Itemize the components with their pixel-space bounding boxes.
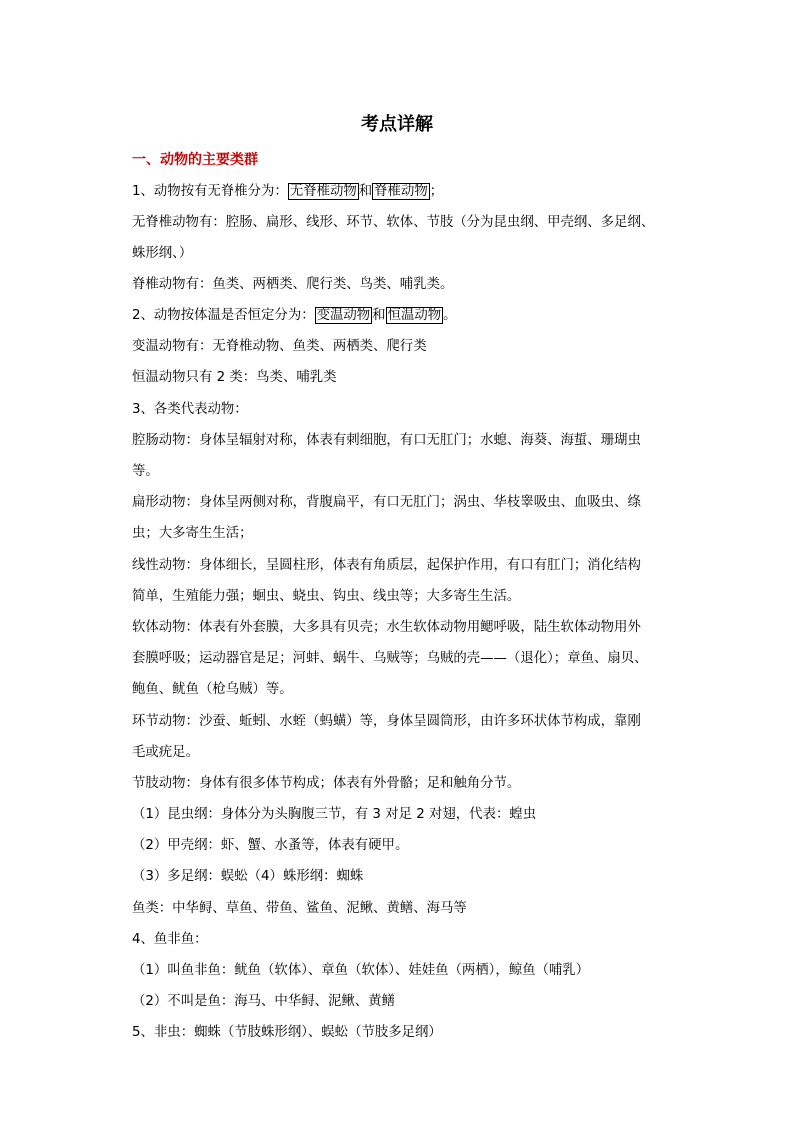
text-line: 等。 [132,464,159,479]
text-line: 套膜呼吸；运动器官是足；河蚌、蜗牛、乌贼等；乌贼的壳——（退化）；章鱼、扇贝、 [132,651,648,666]
text-line: 软体动物：体表有外套膜，大多具有贝壳；水生软体动物用鳃呼吸，陆生软体动物用外 [132,620,641,635]
boxed-term: 恒温动物 [387,308,442,323]
boxed-term: 无脊椎动物 [289,184,357,199]
text-line: 3、各类代表动物： [132,402,248,417]
line-text: 和 [372,308,386,323]
text-line: （3）多足纲：蜈蚣（4）蛛形纲：蜘蛛 [132,869,364,884]
text-line: 鲍鱼、鱿鱼（枪乌贼）等。 [132,682,293,697]
text-line: （2）甲壳纲：虾、蟹、水蚤等，体表有硬甲。 [132,838,409,853]
text-line: （1）叫鱼非鱼：鱿鱼（软体）、章鱼（软体）、娃娃鱼（两栖），鲸鱼（哺乳） [132,963,590,978]
text-line: 鱼类：中华鲟、草鱼、带鱼、鲨鱼、泥鳅、黄鳝、海马等 [132,901,467,916]
text-line: 脊椎动物有：鱼类、两栖类、爬行类、鸟类、哺乳类。 [132,277,454,292]
text-line: （2）不叫是鱼：海马、中华鲟、泥鳅、黄鳝 [132,994,395,1009]
line-text: 2、动物按体温是否恒定分为： [132,308,315,323]
text-line: （1）昆虫纲：身体分为头胸腹三节，有 3 对足 2 对翅，代表：蝗虫 [132,807,537,822]
text-line: 5、非虫：蜘蛛（节肢蛛形纲）、蜈蚣（节肢多足纲） [132,1025,442,1040]
boxed-term: 脊椎动物 [374,184,428,199]
text-line: 线性动物：身体细长，呈圆柱形，体表有角质层，起保护作用，有口有肛门；消化结构 [132,558,641,573]
text-line [132,182,443,202]
line-text: 1、动物按有无脊椎分为： [132,184,288,199]
text-line: 扁形动物：身体呈两侧对称，背腹扁平，有口无肛门；涡虫、华枝睾吸虫、血吸虫、绦 [132,495,641,510]
text-line: 虫；大多寄生生活； [132,526,253,541]
text-line: 变温动物有：无脊椎动物、鱼类、两栖类、爬行类 [132,339,427,354]
text-line [132,306,457,326]
boxed-term: 变温动物 [316,308,371,323]
line-text: ； [429,184,444,199]
text-line: 环节动物：沙蚕、蚯蚓、水蛭（蚂蟥）等，身体呈圆筒形，由许多环状体节构成，靠刚 [132,714,641,729]
page-title: 考点详解 [361,114,433,135]
text-line: 无脊椎动物有：腔肠、扁形、线形、环节、软体、节肢（分为昆虫纲、甲壳纲、多足纲、 [132,215,655,230]
line-text: 和 [358,184,373,199]
line-text: 。 [443,308,457,323]
text-line: 蛛形纲、） [132,246,193,261]
text-line: 腔肠动物：身体呈辐射对称，体表有刺细胞，有口无肛门；水螅、海葵、海蜇、珊瑚虫 [132,433,641,448]
text-line: 节肢动物：身体有很多体节构成；体表有外骨骼；足和触角分节。 [132,776,521,791]
text-line: 简单，生殖能力强；蛔虫、蛲虫、钩虫、线虫等；大多寄生生活。 [132,589,521,604]
text-line: 恒温动物只有 2 类：鸟类、哺乳类 [132,370,337,385]
section-heading: 一、动物的主要类群 [132,152,258,168]
text-line: 毛或疣足。 [132,745,199,760]
text-line: 4、鱼非鱼： [132,932,208,947]
